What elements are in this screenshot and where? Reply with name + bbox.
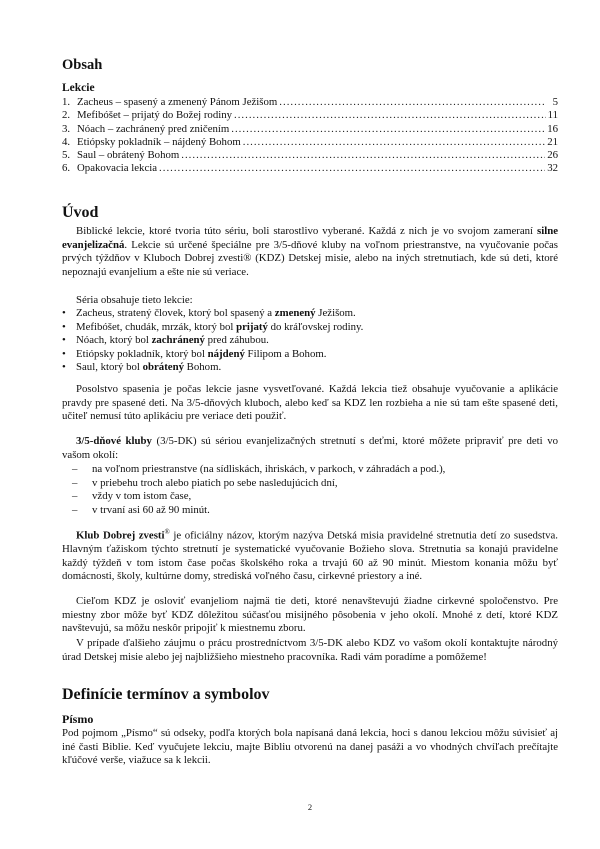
toc-item[interactable]: 2. Mefibóšet – prijatý do Božej rodiny ..... 11	[62, 109, 558, 122]
scripture-heading: Písmo	[62, 712, 94, 726]
intro-paragraph-4: Klub Dobrej zvesti® je oficiálny názov, ktorým nazýva Detská misia pravidelné stretnutia detí zo susedstva. Hlavným ťažiskom týchto stretnutí je systematické vyučovanie Božieho slova. Stretnutia sa konajú pravidelne každý týždeň v tom istom čase počas školského roka a trvajú 60 až 90 minút. Miestom konania môžu byť domácnosti, školy, kultúrne domy, strediská voľného času, cirkevné priestory a iné.	[62, 528, 558, 583]
intro-paragraph-3: 3/5-dňové kluby (3/5-DK) sú sériou evanjelizačných stretnutí s deťmi, ktoré môžete pripraviť pre deti vo vašom okolí:	[62, 435, 558, 461]
list-item: • Etiópsky pokladník, ktorý bol nájdený Filipom a Bohom.	[62, 348, 558, 362]
page-number: 2	[307, 802, 313, 812]
scripture-text: Pod pojmom „Písmo“ sú odseky, podľa ktorých bola napísaná daná lekcia, hoci s danou lekciou môžu súvisieť aj iné časti Biblie. Keď vyučujete lekciu, majte Bibliu otvorenú na danej pasáži a vo vhodných chvíľach prečítajte kľúčové verše, viažuce sa k lekcii.	[62, 727, 558, 767]
table-of-contents	[62, 96, 558, 176]
definitions-title: Definície termínov a symbolov	[62, 686, 270, 703]
intro-paragraph-1: Biblické lekcie, ktoré tvoria túto sériu, boli starostlivo vyberané. Každá z nich je vo svojom zameraní silne evanjelizačná. Lekcie sú určené špeciálne pre 3/5-dňové kluby na voľnom priestranstve, na vyučovanie počas prvých týždňov v Kluboch Dobrej zvesti® (KDZ) Detskej misie, alebo na iných stretnutiach, kde sú deti, ktoré nepoznajú evanjelium a ešte nie sú veriace.	[62, 225, 558, 278]
list-item: • Nóach, ktorý bol zachránený pred záhubou.	[62, 334, 558, 348]
toc-item[interactable]: 5. Saul – obrátený Bohom ..... 26	[62, 149, 558, 162]
list-item: • Saul, ktorý bol obrátený Bohom.	[62, 361, 558, 375]
list-item: – vždy v tom istom čase,	[62, 490, 542, 504]
toc-item[interactable]: 3. Nóach – zachránený pred zničením ..... 16	[62, 123, 558, 136]
list-item: – v trvaní asi 60 až 90 minút.	[62, 504, 542, 518]
intro-paragraph-5: Cieľom KDZ je osloviť evanjeliom najmä tie deti, ktoré nenavštevujú žiadne cirkevné spoločenstvo. Pre miestny zbor môže byť KDZ dôležitou súčasťou misijného pôsobenia v jeho okolí. Mnohé z detí, ktoré KDZ navštevujú, sa môžu neskôr pripojiť k miestnemu zboru.	[62, 595, 558, 635]
intro-paragraph-2: Posolstvo spasenia je počas lekcie jasne vysvetľované. Každá lekcia tiež obsahuje vyučovanie a aplikácie pravdy pre spasené deti. Na 3/5-dňových kluboch, alebo keď sa KDZ len rozbieha a nie sú tam ešte spasené deti, učiteľ nemusí túto aplikáciu pre veriace deti použiť.	[62, 383, 558, 423]
list-item: – na voľnom priestranstve (na sídliskách, ihriskách, v parkoch, v záhradách a pod.),	[62, 463, 542, 477]
toc-item[interactable]: 1. Zacheus – spasený a zmenený Pánom Ježišom ..... 5	[62, 96, 558, 109]
contents-title: Obsah	[62, 57, 103, 73]
toc-item[interactable]: 6. Opakovacia lekcia ..... 32	[62, 162, 558, 175]
intro-paragraph-6: V prípade ďalšieho záujmu o prácu prostredníctvom 3/5-DK alebo KDZ vo vašom okolí kontaktujte národný úrad Detskej misie alebo jej najbližšieho miestneho pracovníka. Radi vám poradíme a pomôžeme!	[62, 637, 558, 663]
list-item: • Zacheus, stratený človek, ktorý bol spasený a zmenený Ježišom.	[62, 307, 558, 321]
series-list	[62, 307, 558, 375]
list-item: – v priebehu troch alebo piatich po sebe nasledujúcich dní,	[62, 477, 542, 491]
toc-item[interactable]: 4. Etiópsky pokladník – nájdený Bohom ..... 21	[62, 136, 558, 149]
list-item: • Mefibóšet, chudák, mrzák, ktorý bol prijatý do kráľovskej rodiny.	[62, 321, 558, 335]
series-intro: Séria obsahuje tieto lekcie:	[76, 294, 193, 306]
intro-title: Úvod	[62, 204, 99, 221]
club-conditions-list	[62, 463, 542, 517]
lessons-heading: Lekcie	[62, 82, 95, 94]
